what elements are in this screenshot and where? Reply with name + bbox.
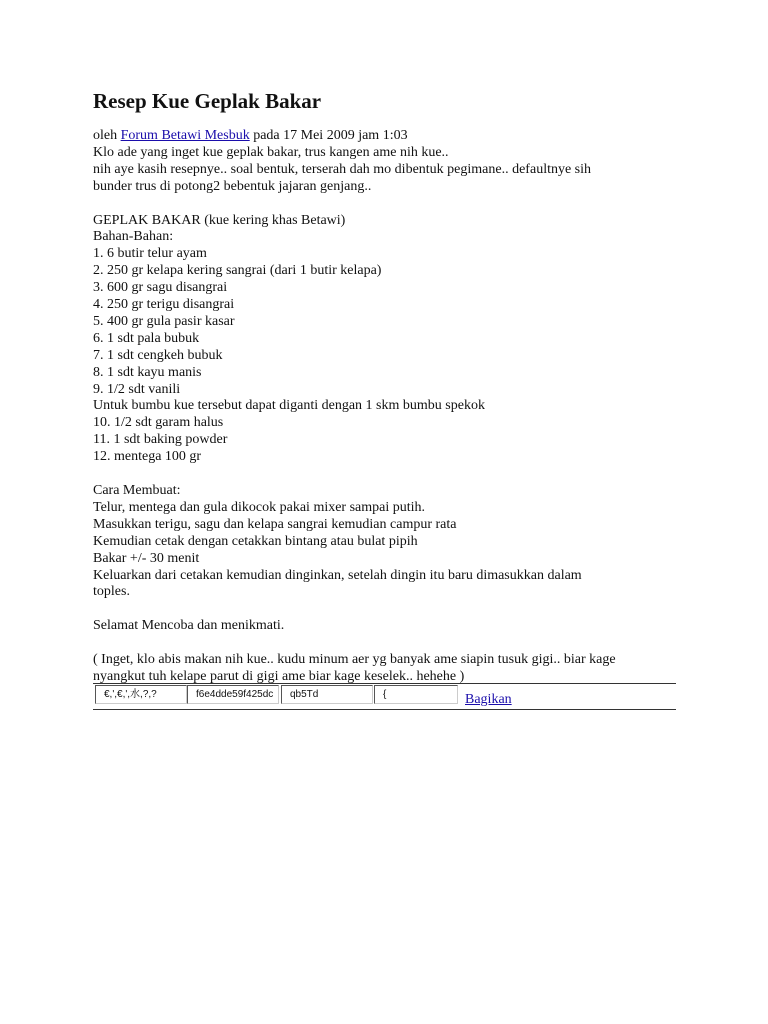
ingredient-item: 11. 1 sdt baking powder — [93, 432, 228, 448]
step-item: Keluarkan dari cetakan kemudian dinginkan, setelah dingin itu baru dimasukkan dalam — [93, 567, 582, 583]
ingredient-item: 3. 600 gr sagu disangrai — [93, 280, 228, 296]
method-label: Cara Membuat: — [93, 483, 181, 498]
document-page — [93, 88, 683, 686]
closing-text: Selamat Mencoba dan menikmati. — [93, 618, 285, 634]
ingredient-note: Untuk bumbu kue tersebut dapat diganti dengan 1 skm bumbu spekok — [93, 398, 485, 414]
page-title: Resep Kue Geplak Bakar — [93, 89, 322, 113]
step-item: Bakar +/- 30 menit — [93, 550, 200, 566]
intro-line: Klo ade yang inget kue geplak bakar, trus kangen ame nih kue.. — [93, 144, 449, 160]
ingredient-item: 1. 6 butir telur ayam — [93, 246, 207, 262]
spacer — [93, 635, 683, 652]
ingredient-item: 2. 250 gr kelapa kering sangrai (dari 1 butir kelapa) — [93, 263, 382, 279]
note-line: ( Inget, klo abis makan nih kue.. kudu minum aer yg banyak ame siapin tusuk gigi.. biar kage — [93, 652, 616, 668]
step-item: Telur, mentega dan gula dikocok pakai mixer sampai putih. — [93, 499, 426, 515]
recipe-title: GEPLAK BAKAR (kue kering khas Betawi) — [93, 212, 346, 228]
byline — [93, 128, 683, 145]
spacer — [93, 601, 683, 618]
ingredient-item: 12. mentega 100 gr — [93, 449, 202, 465]
ingredient-item: 9. 1/2 sdt vanili — [93, 381, 181, 397]
note-line: nyangkut tuh kelape parut di gigi ame biar kage keselek.. hehehe ) — [93, 668, 465, 684]
document-toolbar — [93, 683, 676, 710]
spacer — [93, 466, 683, 483]
ingredients-label: Bahan-Bahan: — [93, 229, 174, 245]
ingredient-item: 6. 1 sdt pala bubuk — [93, 330, 200, 346]
ingredient-item: 5. 400 gr gula pasir kasar — [93, 313, 235, 329]
intro-line: nih aye kasih resepnye.. soal bentuk, terserah dah mo dibentuk pegimane.. defaultnye sih — [93, 161, 592, 177]
toolbar-field-2[interactable]: f6e4dde59f425dc — [187, 685, 279, 704]
ingredient-item: 4. 250 gr terigu disangrai — [93, 297, 235, 313]
spacer — [93, 196, 683, 213]
ingredient-item: 8. 1 sdt kayu manis — [93, 364, 202, 380]
step-item: toples. — [93, 584, 130, 600]
toolbar-field-3[interactable]: qb5Td — [281, 685, 373, 704]
intro-line: bunder trus di potong2 bebentuk jajaran genjang.. — [93, 178, 372, 194]
share-link[interactable]: Bagikan — [465, 692, 512, 707]
step-item: Kemudian cetak dengan cetakkan bintang atau bulat pipih — [93, 533, 418, 549]
post-body — [93, 128, 683, 686]
post-date: pada 17 Mei 2009 jam 1:03 — [249, 128, 408, 143]
ingredient-item: 10. 1/2 sdt garam halus — [93, 415, 224, 431]
author-link[interactable]: Forum Betawi Mesbuk — [120, 128, 250, 143]
steps-list — [93, 500, 683, 601]
toolbar-field-4[interactable]: { — [374, 685, 458, 704]
step-item: Masukkan terigu, sagu dan kelapa sangrai kemudian campur rata — [93, 516, 457, 532]
ingredient-item: 7. 1 sdt cengkeh bubuk — [93, 347, 223, 363]
ingredients-list — [93, 246, 683, 466]
byline-prefix: oleh — [93, 128, 121, 143]
toolbar-field-1[interactable]: €,',€,',水,?,? — [95, 685, 187, 704]
